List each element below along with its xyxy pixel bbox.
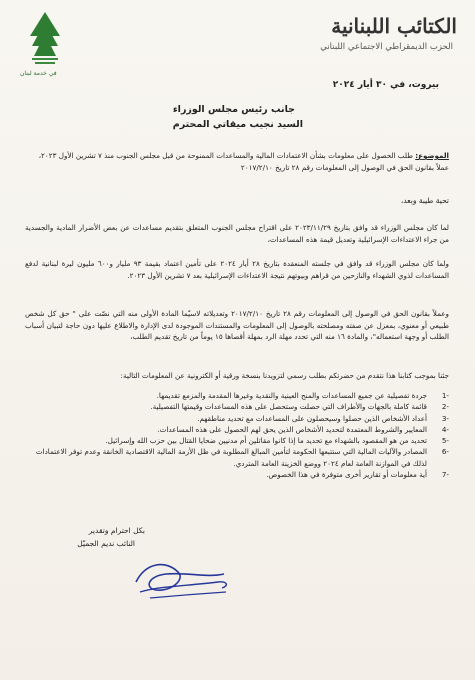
recipient-name: السيد نجيب ميقاتي المحترم [172,119,303,130]
subject-line [25,150,449,173]
recipient-title: جانب رئيس مجلس الوزراء [172,104,295,115]
logo-caption: في خدمة لبنان [20,70,57,77]
list-item [25,446,449,469]
list-number: -3 [441,413,449,423]
paragraph-3: وعملاً بقانون الحق في الوصول إلى المعلومات رقم ٢٨ تاريخ ٢٠١٧/٢/١٠ وتعديلاته لاسيّما المادة الأولى منه التي نصّت على " حق كل شخص طبيعي أو معنوي، بمعزل عن صفته ومصلحته بالوصول إلى المعلومات والمستندات الموجودة لدى الإدارة والاطلاع عليها دون حاجة لتبيان أسباب الطلب أو وجهة استعماله"، والمادة ١٦ منه التي تحدد مهلة الرد بمهلة أقصاها ١٥ يوماً من تاريخ تقديم الطلب، [25,309,449,341]
list-item-text: أعداد الأشخاص الذين حصلوا وسيحصلون على المساعدات مع تحديد مناطقهم. [197,413,427,423]
letter-date: بيروت، في ٣٠ أيار ٢٠٢٤ [332,80,439,90]
list-item-text: قائمة كاملة بالجهات والأطراف التي حصلت وستحصل على هذه المساعدات وقيمتها التفصيلية. [150,402,427,412]
list-item [25,435,449,446]
list-item-text: المعايير والشروط المعتمدة لتحديد الأشخاص الذين يحق لهم الحصول على هذه المساعدات. [157,424,427,434]
signatory-name: النائب نديم الجميّل [77,539,135,548]
paragraph-1: لما كان مجلس الوزراء قد وافق بتاريخ ٢٠٢٣/١١/٢٩ على اقتراح مجلس الجنوب المتعلق بتقديم مساعدات عن بعض الأضرار المادية والجسدية من جراء الاعتداءات الإسرائيلية وتعديل قيمة هذه المساعدات، [25,223,449,244]
list-item [25,413,449,424]
list-item-text: أية معلومات أو تقارير أخرى متوفرة في هذا الخصوص. [266,470,427,480]
subject-label: الموضوع: [415,151,449,160]
list-item [25,390,449,401]
paragraph-4: جئنا بموجب كتابنا هذا نتقدم من حضرتكم بطلب رسمي لتزويدنا بنسخة ورقية أو الكترونية عن المعلومات التالية: [120,371,449,380]
list-number: -7 [441,470,449,480]
list-item-text: تحديد من هو المقصود بالشهداء مع تحديد ما إذا كانوا مقاتلين أم مدنيين ضحايا القتال بين حزب الله وإسرائيل. [105,436,427,446]
subject-text: طلب الحصول على معلومات بشأن الاعتمادات المالية والمساعدات الممنوحة من قبل مجلس الجنوب منذ ٧ تشرين الأول ٢٠٢٣، عملاً بقانون الحق في الوصول إلى المعلومات رقم ٢٨ تاريخ ٢٠١٧/٢/١٠ [38,151,449,172]
list-item [25,401,449,412]
list-number: -4 [441,424,449,434]
brand-subtitle: الحزب الديمقراطي الاجتماعي اللبناني [320,42,453,52]
list-item-text: جردة تفصيلية عن جميع المساعدات والمنح العينية والنقدية وغيرها المقدمة والمزمع تقديمها. [156,391,427,400]
list-item [25,469,449,480]
brand-name: الكتائب اللبنانية [331,14,457,38]
greeting: تحية طيبة وبعد، [400,196,449,205]
cedar-logo-icon [26,10,64,70]
handwritten-signature [126,552,236,608]
closing-regards: بكل احترام وتقدير [88,526,145,535]
list-number: -2 [441,402,449,412]
list-item [25,424,449,435]
list-number: -6 [441,447,449,457]
list-number: -5 [441,436,449,446]
paragraph-2: ولما كان مجلس الوزراء قد وافق في جلسته المنعقدة بتاريخ ٢٨ أيار ٢٠٢٤ على تأمين اعتماد بقيمة ٩٣ مليار و٦٠٠ مليون ليرة لبنانية لدفع المساعدات لذوي الشهداء والنازحين من قراهم وبيوتهم نتيجة الاعتداءات الإسرائيلية بعد ٧ تشرين الأول ٢٠٢٣. [25,259,449,280]
request-list [25,390,449,480]
list-number: -1 [441,391,449,400]
list-item-text: المصادر والآليات المالية التي ستتبعها الحكومة لتأمين المبالغ المطلوبة في ظل الأزمة المالية الاقتصادية الخانقة وعدم توفر الاعتمادات لذلك في الموازنة العامة لعام ٢٠٢٤ ووضع الخزينة العامة المتردي. [35,447,427,468]
